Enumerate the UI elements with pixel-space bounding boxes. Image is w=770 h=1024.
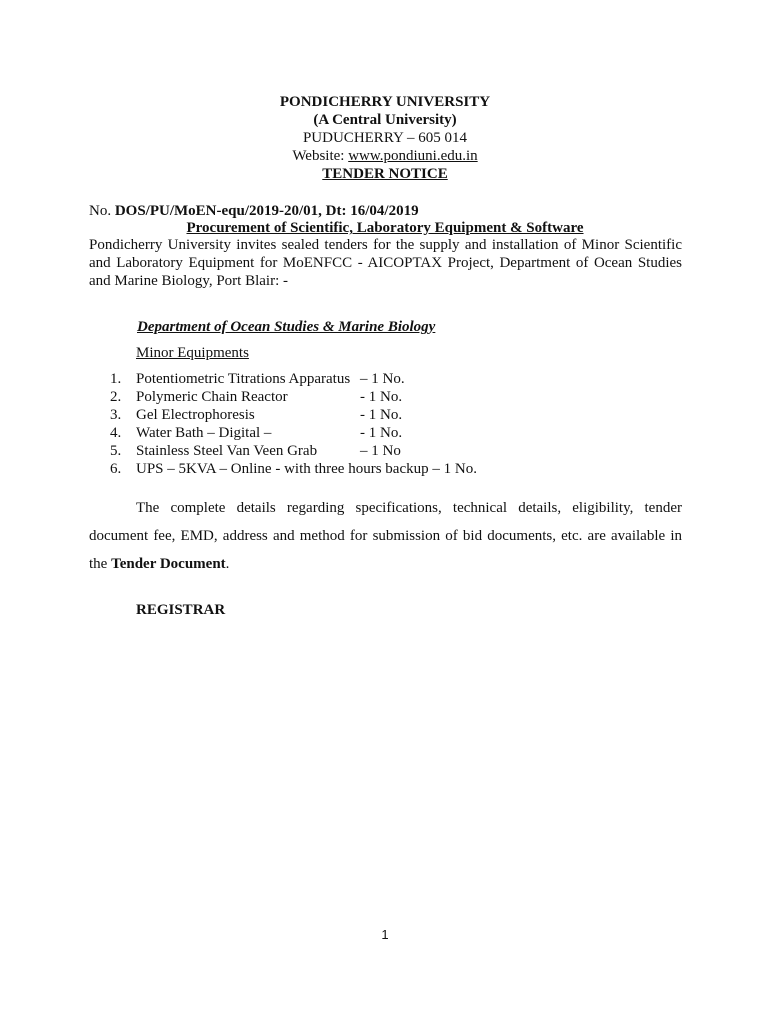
details-end: . xyxy=(225,556,230,572)
item-number: 1. xyxy=(110,371,122,387)
item-quantity: - 1 No. xyxy=(360,407,403,423)
item-quantity: - 1 No. xyxy=(360,389,403,405)
subject-heading: Procurement of Scientific, Laboratory Equipment & Software xyxy=(186,220,584,236)
item-number: 5. xyxy=(110,443,122,459)
item-quantity: – 1 No. xyxy=(360,371,405,387)
university-name: PONDICHERRY UNIVERSITY xyxy=(279,94,491,110)
tender-document-emphasis: Tender Document xyxy=(111,556,226,572)
department-heading: Department of Ocean Studies & Marine Biology xyxy=(137,319,436,335)
page-number: 1 xyxy=(381,927,389,942)
item-name: Water Bath – Digital – xyxy=(136,425,272,441)
website-prefix: Website: xyxy=(292,148,349,164)
item-name: Potentiometric Titrations Apparatus xyxy=(136,371,351,387)
category-heading: Minor Equipments xyxy=(136,345,249,361)
university-type: (A Central University) xyxy=(313,112,457,128)
website-line xyxy=(0,147,770,165)
item-name: Stainless Steel Van Veen Grab xyxy=(136,443,318,459)
website-link[interactable]: www.pondiuni.edu.in xyxy=(348,148,478,164)
letterhead xyxy=(0,93,770,183)
item-name: UPS – 5KVA – Online - with three hours backup – 1 No. xyxy=(136,461,477,477)
item-quantity: - 1 No. xyxy=(360,425,403,441)
intro-paragraph: Pondicherry University invites sealed tenders for the supply and installation of Minor Scientific and Laboratory Equipment for MoENFCC - AICOPTAX Project, Department of Ocean Studies and Marine Biology, Port Blair: - xyxy=(89,237,682,289)
university-address: PUDUCHERRY – 605 014 xyxy=(302,130,468,146)
item-number: 2. xyxy=(110,389,122,405)
item-name: Polymeric Chain Reactor xyxy=(136,389,288,405)
details-text: The complete details regarding specifications, technical details, eligibility, tender document fee, EMD, address and method for submission of bid documents, etc. are available in the xyxy=(89,500,682,572)
item-number: 3. xyxy=(110,407,122,423)
item-number: 6. xyxy=(110,461,122,477)
reference-number xyxy=(89,202,419,220)
item-number: 4. xyxy=(110,425,122,441)
item-name: Gel Electrophoresis xyxy=(136,407,255,423)
notice-title: TENDER NOTICE xyxy=(322,166,448,182)
reference-prefix: No. xyxy=(89,203,115,219)
signatory: REGISTRAR xyxy=(136,602,226,618)
reference-code: DOS/PU/MoEN-equ/2019-20/01, Dt: 16/04/2019 xyxy=(114,203,419,219)
details-paragraph xyxy=(89,494,682,578)
item-quantity: – 1 No xyxy=(360,443,401,459)
